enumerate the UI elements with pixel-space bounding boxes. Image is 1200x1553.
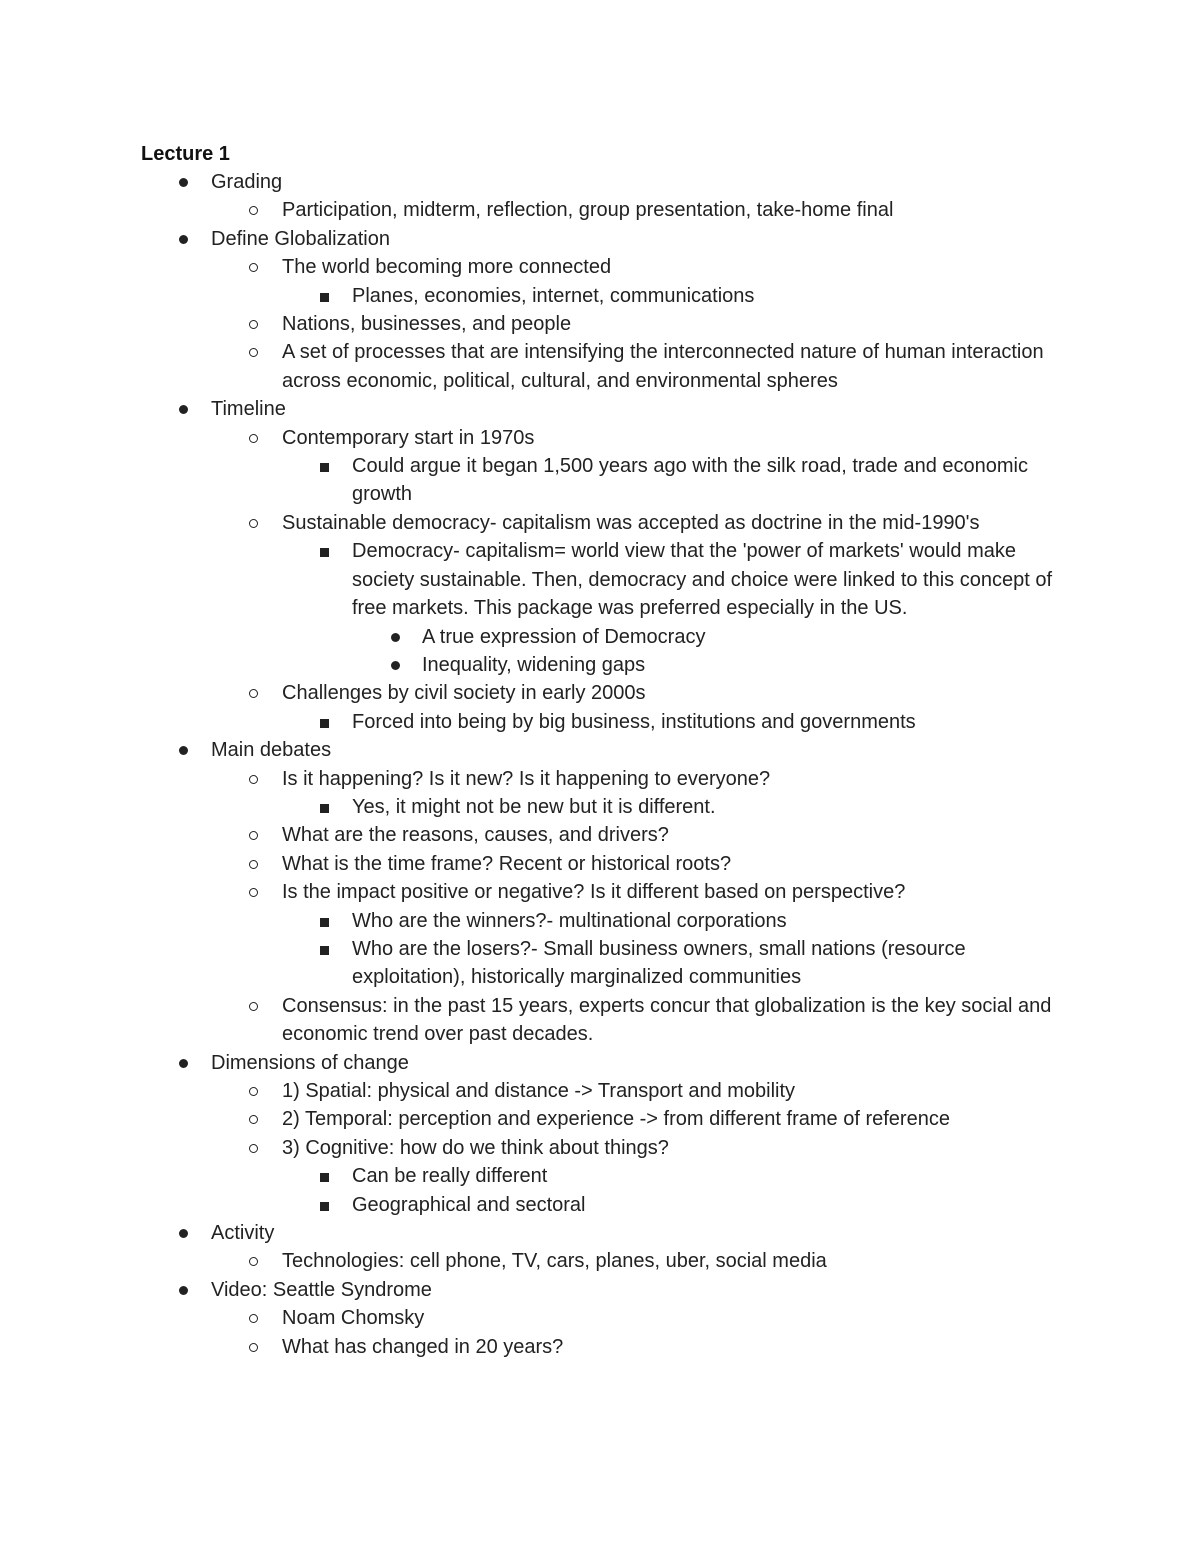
list-item-text: Who are the losers?- Small business owners, small nations (resource exploitation), historically marginalized communities [352,937,966,989]
list-item-text: Nations, businesses, and people [282,313,572,336]
list-item-text: Grading [211,171,283,193]
list-item-text: Technologies: cell phone, TV, cars, planes, uber, social media [282,1250,827,1273]
circle-bullet-icon [249,320,258,329]
list-item-text: What is the time frame? Recent or historical roots? [282,852,732,875]
list-item [0,1191,1062,1219]
list-item [0,821,1072,849]
square-bullet-icon [320,1202,329,1211]
list-item-text: Video: Seattle Syndrome [211,1278,432,1301]
square-bullet-icon [320,1173,329,1182]
list-item-text: Planes, economies, internet, communications [352,284,755,307]
list-item [0,282,1062,310]
square-bullet-icon [320,293,329,302]
list-item-text: Challenges by civil society in early 2000s [282,682,646,705]
circle-bullet-icon [249,1087,258,1096]
list-item-text: Is the impact positive or negative? Is it different based on perspective? [282,881,906,904]
list-item [0,395,1071,423]
list-item-text: Sustainable democracy- capitalism was accepted as doctrine in the mid-1990's [282,511,980,534]
circle-bullet-icon [249,1002,258,1011]
list-item-text: What has changed in 20 years? [282,1335,564,1358]
list-item-text: 2) Temporal: perception and experience -> from different frame of reference [282,1108,950,1131]
list-item [0,509,1072,537]
disc-bullet-icon [391,661,400,670]
circle-bullet-icon [249,206,258,215]
list-item [0,1304,1072,1332]
list-item [0,338,1072,395]
list-item [0,452,1062,509]
circle-bullet-icon [249,434,258,443]
list-item [0,708,1062,736]
list-item-text: The world becoming more connected [282,256,612,279]
list-item [0,992,1072,1049]
disc-bullet-icon [179,178,188,187]
list-item-text: Forced into being by big business, institutions and governments [352,710,916,733]
list-item-text: Could argue it began 1,500 years ago with the silk road, trade and economic growth [352,455,1028,506]
disc-bullet-icon [179,746,188,755]
circle-bullet-icon [249,1314,258,1323]
list-item [0,1247,1072,1275]
list-item [0,793,1062,821]
list-item [0,623,1062,651]
disc-bullet-icon [391,633,400,642]
list-item-text: A true expression of Democracy [422,625,706,648]
circle-bullet-icon [249,689,258,698]
list-item-text: Contemporary start in 1970s [282,426,535,449]
list-item-text: Is it happening? Is it new? Is it happening to everyone? [282,767,771,790]
list-item [0,1049,1071,1077]
list-item-text: Activity [211,1222,275,1245]
list-item-text: Main debates [211,739,332,762]
circle-bullet-icon [249,775,258,784]
list-item-text: What are the reasons, causes, and drivers? [282,824,669,847]
list-item [0,253,1072,281]
square-bullet-icon [320,804,329,813]
disc-bullet-icon [179,1229,188,1238]
disc-bullet-icon [179,235,188,244]
list-item [0,1276,1071,1304]
list-item-text: Inequality, widening gaps [422,653,646,676]
list-item-text: Democracy- capitalism= world view that the 'power of markets' would make society sustainable. Then, democracy and choice were linked to this concept of free markets. This package was preferred especially in the US. [352,540,1053,620]
list-item [0,1077,1072,1105]
square-bullet-icon [320,463,329,472]
list-item-text: Noam Chomsky [282,1307,425,1330]
list-item [0,168,1071,196]
list-item-text: Who are the winners?- multinational corporations [352,909,787,932]
circle-bullet-icon [249,348,258,357]
circle-bullet-icon [249,519,258,528]
list-item-text: Define Globalization [211,227,390,250]
list-item [0,736,1071,764]
circle-bullet-icon [249,1144,258,1153]
square-bullet-icon [320,946,329,955]
list-item-text: A set of processes that are intensifying the interconnected nature of human interaction across economic, political, cultural, and environmental spheres [282,341,1044,392]
list-item [0,1134,1072,1162]
list-item-text: Consensus: in the past 15 years, experts concur that globalization is the key social and economic trend over past decades. [282,994,1052,1046]
square-bullet-icon [320,548,329,557]
list-item [0,850,1072,878]
list-item-text: Timeline [211,398,286,421]
list-item [0,424,1072,452]
list-item-text: Can be really different [352,1165,548,1188]
list-item [0,878,1072,906]
list-item-text: 1) Spatial: physical and distance -> Transport and mobility [282,1080,796,1102]
list-item-text: 3) Cognitive: how do we think about things? [282,1136,669,1159]
disc-bullet-icon [179,1059,188,1068]
list-item [0,1162,1062,1190]
list-item [0,537,1062,622]
list-item [0,310,1072,338]
circle-bullet-icon [249,1343,258,1352]
page-title: Lecture 1 [141,143,230,165]
list-item [0,1105,1072,1133]
list-item [0,765,1072,793]
list-item-text: Participation, midterm, reflection, group presentation, take-home final [282,199,894,222]
list-item [0,225,1071,253]
list-item [0,651,1062,679]
circle-bullet-icon [249,860,258,869]
list-item [0,1333,1072,1361]
list-item [0,935,1062,992]
list-item [0,907,1062,935]
bullet-outline [0,168,1200,1361]
list-item [0,1219,1071,1247]
circle-bullet-icon [249,263,258,272]
disc-bullet-icon [179,405,188,414]
list-item-text: Yes, it might not be new but it is different. [352,795,716,818]
list-item [0,196,1072,224]
square-bullet-icon [320,719,329,728]
list-item-text: Dimensions of change [211,1051,409,1074]
square-bullet-icon [320,918,329,927]
circle-bullet-icon [249,831,258,840]
circle-bullet-icon [249,888,258,897]
circle-bullet-icon [249,1115,258,1124]
circle-bullet-icon [249,1257,258,1266]
list-item [0,679,1072,707]
disc-bullet-icon [179,1286,188,1295]
list-item-text: Geographical and sectoral [352,1193,586,1216]
